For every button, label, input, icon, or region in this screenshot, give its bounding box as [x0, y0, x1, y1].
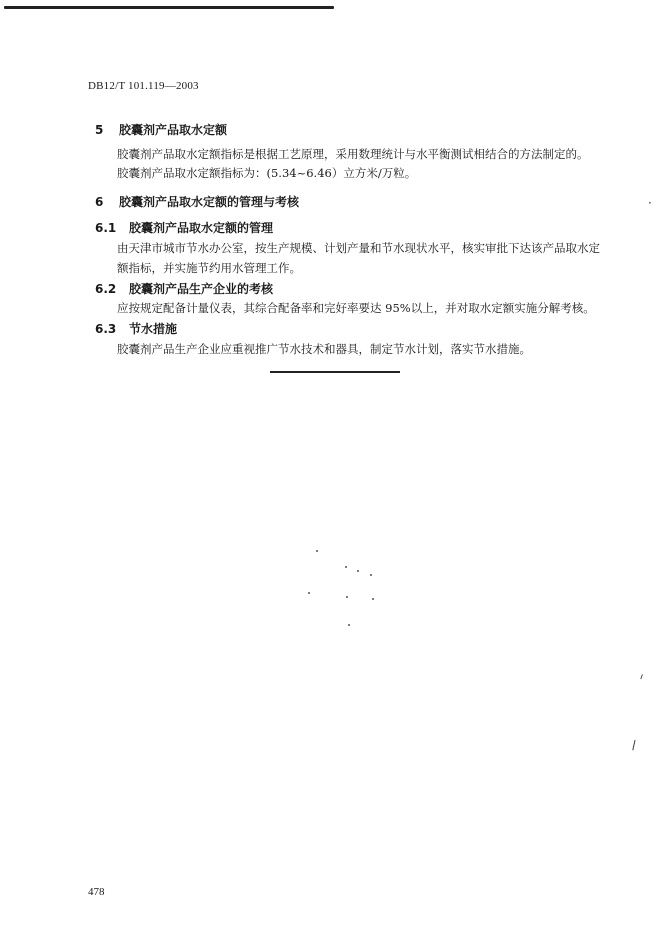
section-6-1-line-2: 额指标，并实施节约用水管理工作。 — [117, 261, 301, 275]
section-6-3-heading — [95, 320, 177, 337]
section-6-1-heading — [95, 219, 273, 236]
end-rule — [270, 371, 400, 373]
scan-edge-mark: ᐟ — [637, 671, 648, 687]
document-code: DB12/T 101.119—2003 — [88, 80, 199, 92]
section-6-2-line-1: 应按规定配备计量仪表，其综合配备率和完好率要达 95%以上，并对取水定额实施分解考核。 — [117, 301, 595, 315]
section-6-3-title: 节水措施 — [129, 322, 178, 336]
scan-speck — [370, 574, 372, 576]
section-5-line-2: 胶囊剂产品取水定额指标为：(5.34~6.46）立方米/万粒。 — [117, 166, 417, 180]
section-5-title: 胶囊剂产品取水定额 — [119, 123, 228, 137]
scan-speck — [372, 598, 374, 600]
section-6-1-title: 胶囊剂产品取水定额的管理 — [129, 221, 274, 235]
scan-speck — [316, 550, 318, 552]
scan-speck — [345, 566, 347, 568]
top-rule — [4, 6, 334, 9]
scan-speck — [357, 570, 359, 572]
section-6-1-line-1: 由天津市城市节水办公室，按生产规模、计划产量和节水现状水平，核实审批下达该产品取水定 — [117, 241, 600, 255]
scan-speck — [308, 592, 310, 594]
section-5-heading — [95, 121, 227, 138]
scan-edge-mark: \ — [628, 737, 640, 753]
section-6-number: 6 — [95, 195, 104, 209]
section-6-heading — [95, 193, 299, 210]
section-6-2-number: 6.2 — [95, 282, 117, 296]
section-6-1-number: 6.1 — [95, 221, 117, 235]
section-6-title: 胶囊剂产品取水定额的管理与考核 — [119, 195, 300, 209]
section-6-2-heading — [95, 280, 273, 297]
section-5-number: 5 — [95, 123, 104, 137]
section-6-2-title: 胶囊剂产品生产企业的考核 — [129, 282, 274, 296]
section-6-3-number: 6.3 — [95, 322, 117, 336]
page-number: 478 — [88, 886, 105, 898]
scan-edge-mark: · — [648, 196, 652, 210]
section-6-3-line-1: 胶囊剂产品生产企业应重视推广节水技术和器具，制定节水计划，落实节水措施。 — [117, 342, 531, 356]
scan-speck — [348, 624, 350, 626]
section-5-line-1: 胶囊剂产品取水定额指标是根据工艺原理，采用数理统计与水平衡测试相结合的方法制定的。 — [117, 147, 589, 161]
scan-speck — [346, 596, 348, 598]
